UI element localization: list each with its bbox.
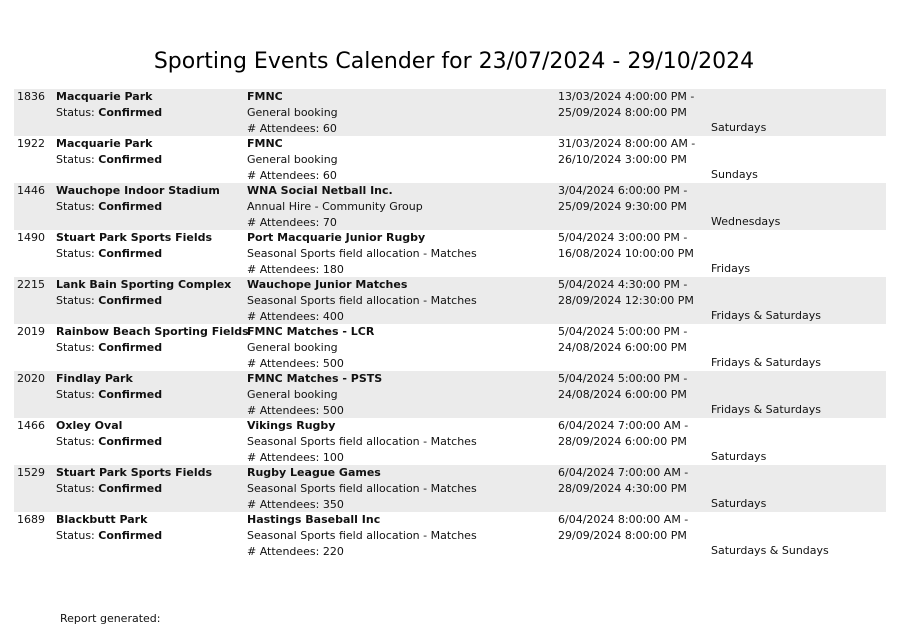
venue-name: Rainbow Beach Sporting Fields	[56, 325, 249, 338]
event-name: FMNC	[247, 137, 283, 150]
dates-cell	[558, 512, 688, 544]
status-label: Status:	[56, 529, 99, 542]
event-id: 1836	[17, 90, 45, 103]
status-label: Status:	[56, 106, 99, 119]
event-id: 1529	[17, 466, 45, 479]
event-id: 1922	[17, 137, 45, 150]
status-label: Status:	[56, 388, 99, 401]
recurrence-days: Saturdays	[711, 497, 767, 510]
booking-type: Seasonal Sports field allocation - Matches	[247, 435, 477, 448]
attendees-line	[247, 497, 477, 513]
event-cell	[247, 418, 477, 466]
attendees-label: # Attendees:	[247, 404, 323, 417]
status-label: Status:	[56, 294, 99, 307]
end-datetime: 29/09/2024 8:00:00 PM	[558, 529, 687, 542]
report-title: Sporting Events Calender for 23/07/2024 - 29/10/2024	[153, 48, 755, 74]
attendees-line	[247, 309, 477, 325]
status-line	[56, 105, 162, 121]
event-id: 1446	[17, 184, 45, 197]
venue-cell	[56, 136, 162, 168]
event-row	[14, 183, 886, 230]
status-label: Status:	[56, 482, 99, 495]
events-list	[14, 89, 886, 559]
attendees-label: # Attendees:	[247, 263, 323, 276]
dates-cell	[558, 277, 694, 309]
attendees-label: # Attendees:	[247, 169, 323, 182]
start-datetime: 5/04/2024 5:00:00 PM -	[558, 325, 688, 338]
recurrence-days: Sundays	[711, 168, 758, 181]
status-value: Confirmed	[98, 388, 163, 401]
attendees-label: # Attendees:	[247, 498, 323, 511]
status-label: Status:	[56, 200, 99, 213]
attendees-count: 350	[322, 498, 344, 511]
dates-cell	[558, 230, 694, 262]
event-cell	[247, 465, 477, 513]
event-id: 2020	[17, 372, 45, 385]
venue-name: Stuart Park Sports Fields	[56, 466, 213, 479]
event-cell	[247, 183, 423, 231]
recurrence-days: Wednesdays	[711, 215, 781, 228]
event-row	[14, 136, 886, 183]
end-datetime: 25/09/2024 9:30:00 PM	[558, 200, 687, 213]
recurrence-days: Saturdays	[711, 121, 767, 134]
booking-type: Seasonal Sports field allocation - Matches	[247, 482, 477, 495]
booking-type: General booking	[247, 388, 338, 401]
status-line	[56, 340, 249, 356]
attendees-count: 70	[322, 216, 337, 229]
event-name: FMNC	[247, 90, 283, 103]
attendees-count: 60	[322, 169, 337, 182]
status-value: Confirmed	[98, 200, 163, 213]
event-cell	[247, 371, 382, 419]
end-datetime: 16/08/2024 10:00:00 PM	[558, 247, 694, 260]
event-row	[14, 277, 886, 324]
event-row	[14, 230, 886, 277]
booking-type: General booking	[247, 106, 338, 119]
dates-cell	[558, 89, 694, 121]
event-row	[14, 89, 886, 136]
venue-name: Findlay Park	[56, 372, 133, 385]
status-label: Status:	[56, 435, 99, 448]
event-cell	[247, 512, 477, 560]
start-datetime: 6/04/2024 7:00:00 AM -	[558, 466, 689, 479]
booking-type: Seasonal Sports field allocation - Matches	[247, 294, 477, 307]
end-datetime: 28/09/2024 6:00:00 PM	[558, 435, 687, 448]
dates-cell	[558, 465, 688, 497]
status-line	[56, 387, 162, 403]
start-datetime: 31/03/2024 8:00:00 AM -	[558, 137, 696, 150]
recurrence-days: Saturdays & Sundays	[711, 544, 829, 557]
status-label: Status:	[56, 247, 99, 260]
status-label: Status:	[56, 341, 99, 354]
attendees-line	[247, 450, 477, 466]
venue-cell	[56, 465, 212, 497]
recurrence-days: Saturdays	[711, 450, 767, 463]
venue-name: Oxley Oval	[56, 419, 123, 432]
event-name: Vikings Rugby	[247, 419, 336, 432]
attendees-count: 500	[322, 357, 344, 370]
attendees-line	[247, 403, 382, 419]
status-value: Confirmed	[98, 482, 163, 495]
attendees-label: # Attendees:	[247, 310, 323, 323]
event-id: 2019	[17, 325, 45, 338]
event-cell	[247, 230, 477, 278]
event-id: 1689	[17, 513, 45, 526]
event-cell	[247, 324, 374, 372]
status-value: Confirmed	[98, 153, 163, 166]
venue-name: Stuart Park Sports Fields	[56, 231, 213, 244]
venue-cell	[56, 183, 220, 215]
status-value: Confirmed	[98, 106, 163, 119]
attendees-label: # Attendees:	[247, 216, 323, 229]
booking-type: Annual Hire - Community Group	[247, 200, 423, 213]
venue-cell	[56, 277, 231, 309]
recurrence-days: Fridays & Saturdays	[711, 403, 821, 416]
end-datetime: 25/09/2024 8:00:00 PM	[558, 106, 687, 119]
end-datetime: 26/10/2024 3:00:00 PM	[558, 153, 687, 166]
event-id: 2215	[17, 278, 45, 291]
event-cell	[247, 277, 477, 325]
start-datetime: 5/04/2024 3:00:00 PM -	[558, 231, 688, 244]
status-value: Confirmed	[98, 247, 163, 260]
event-name: FMNC Matches - PSTS	[247, 372, 383, 385]
status-line	[56, 152, 162, 168]
event-cell	[247, 89, 338, 137]
event-cell	[247, 136, 338, 184]
dates-cell	[558, 136, 695, 168]
attendees-line	[247, 215, 423, 231]
event-row	[14, 371, 886, 418]
event-row	[14, 465, 886, 512]
dates-cell	[558, 324, 687, 356]
attendees-line	[247, 356, 374, 372]
booking-type: Seasonal Sports field allocation - Matches	[247, 529, 477, 542]
venue-cell	[56, 418, 162, 450]
attendees-count: 180	[322, 263, 344, 276]
status-line	[56, 434, 162, 450]
recurrence-days: Fridays & Saturdays	[711, 309, 821, 322]
status-value: Confirmed	[98, 341, 163, 354]
start-datetime: 3/04/2024 6:00:00 PM -	[558, 184, 688, 197]
dates-cell	[558, 183, 687, 215]
end-datetime: 24/08/2024 6:00:00 PM	[558, 341, 687, 354]
attendees-line	[247, 168, 338, 184]
event-id: 1466	[17, 419, 45, 432]
status-value: Confirmed	[98, 294, 163, 307]
start-datetime: 6/04/2024 8:00:00 AM -	[558, 513, 689, 526]
end-datetime: 24/08/2024 6:00:00 PM	[558, 388, 687, 401]
attendees-label: # Attendees:	[247, 545, 323, 558]
event-row	[14, 324, 886, 371]
event-name: Rugby League Games	[247, 466, 381, 479]
attendees-label: # Attendees:	[247, 451, 323, 464]
status-line	[56, 199, 220, 215]
report-generated-label: Report generated:	[60, 612, 161, 625]
recurrence-days: Fridays	[711, 262, 751, 275]
venue-name: Blackbutt Park	[56, 513, 148, 526]
status-line	[56, 528, 162, 544]
event-name: Hastings Baseball Inc	[247, 513, 381, 526]
venue-cell	[56, 230, 212, 262]
end-datetime: 28/09/2024 4:30:00 PM	[558, 482, 687, 495]
start-datetime: 6/04/2024 7:00:00 AM -	[558, 419, 689, 432]
start-datetime: 5/04/2024 5:00:00 PM -	[558, 372, 688, 385]
event-name: Wauchope Junior Matches	[247, 278, 408, 291]
venue-cell	[56, 512, 162, 544]
venue-cell	[56, 324, 249, 356]
venue-name: Wauchope Indoor Stadium	[56, 184, 220, 197]
event-name: Port Macquarie Junior Rugby	[247, 231, 426, 244]
event-name: WNA Social Netball Inc.	[247, 184, 393, 197]
attendees-count: 400	[322, 310, 344, 323]
booking-type: General booking	[247, 153, 338, 166]
venue-cell	[56, 89, 162, 121]
status-label: Status:	[56, 153, 99, 166]
event-row	[14, 512, 886, 559]
start-datetime: 13/03/2024 4:00:00 PM -	[558, 90, 695, 103]
attendees-count: 220	[322, 545, 344, 558]
attendees-label: # Attendees:	[247, 357, 323, 370]
status-line	[56, 481, 212, 497]
booking-type: General booking	[247, 341, 338, 354]
venue-cell	[56, 371, 162, 403]
event-row	[14, 418, 886, 465]
event-id: 1490	[17, 231, 45, 244]
attendees-count: 500	[322, 404, 344, 417]
status-value: Confirmed	[98, 529, 163, 542]
status-line	[56, 246, 212, 262]
dates-cell	[558, 418, 688, 450]
status-value: Confirmed	[98, 435, 163, 448]
end-datetime: 28/09/2024 12:30:00 PM	[558, 294, 694, 307]
attendees-line	[247, 544, 477, 560]
start-datetime: 5/04/2024 4:30:00 PM -	[558, 278, 688, 291]
attendees-line	[247, 262, 477, 278]
dates-cell	[558, 371, 687, 403]
venue-name: Macquarie Park	[56, 90, 153, 103]
attendees-line	[247, 121, 338, 137]
recurrence-days: Fridays & Saturdays	[711, 356, 821, 369]
event-name: FMNC Matches - LCR	[247, 325, 375, 338]
attendees-count: 60	[322, 122, 337, 135]
booking-type: Seasonal Sports field allocation - Matches	[247, 247, 477, 260]
attendees-count: 100	[322, 451, 344, 464]
attendees-label: # Attendees:	[247, 122, 323, 135]
venue-name: Macquarie Park	[56, 137, 153, 150]
venue-name: Lank Bain Sporting Complex	[56, 278, 232, 291]
status-line	[56, 293, 231, 309]
